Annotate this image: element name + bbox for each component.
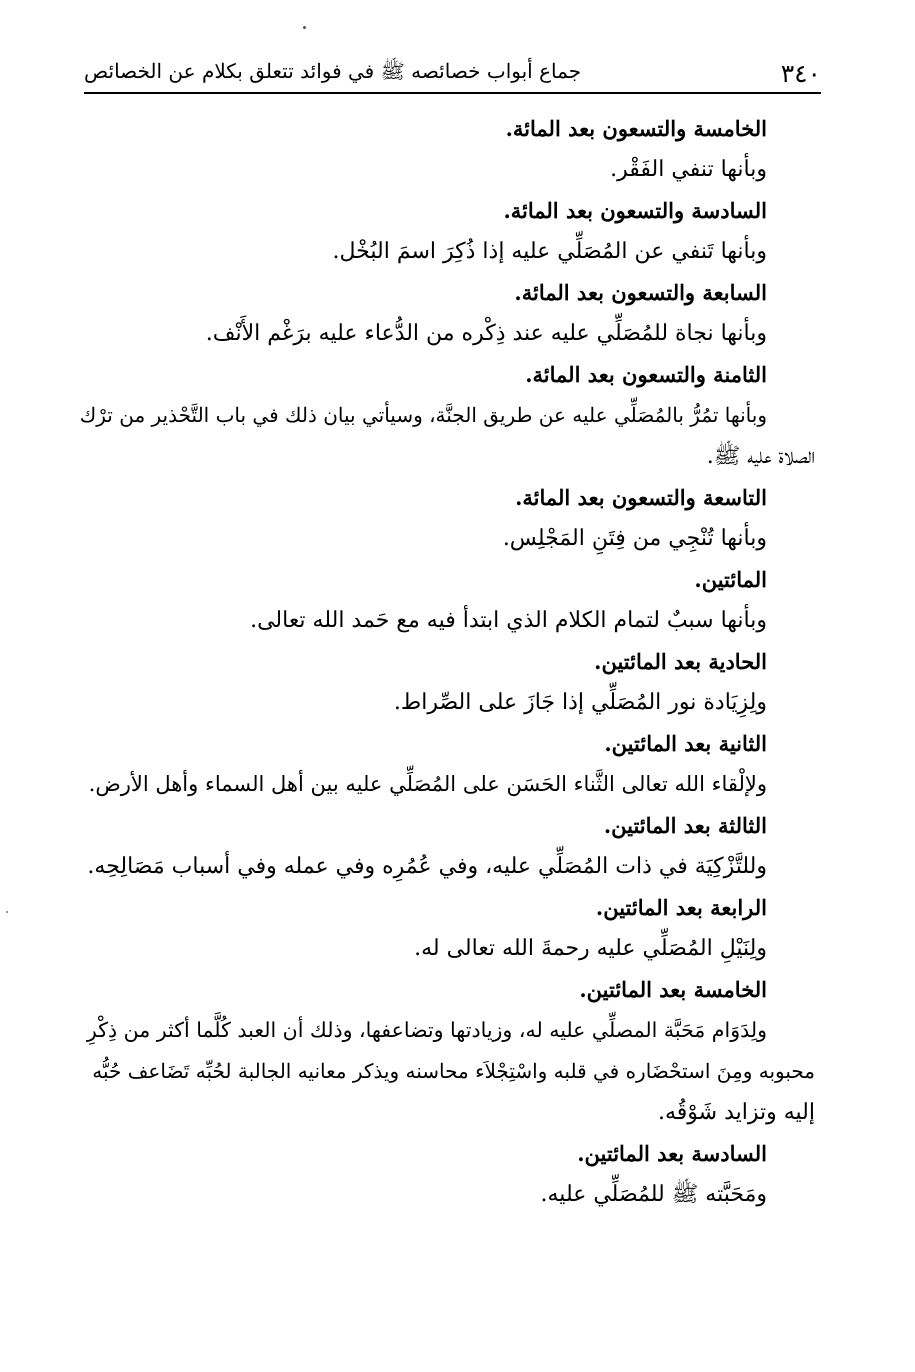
paragraph-line: وبأنها تَنفي عن المُصَلِّي عليه إذا ذُكِرَ اسمَ البُخْل. [332,239,767,264]
ink-dot [6,911,8,913]
section-heading: الثانية بعد المائتين. [604,731,767,756]
paragraph-line: ولإلْقاء الله تعالى الثَّناء الحَسَن على المُصَلِّي عليه بين أهل السماء وأهل الأرض. [88,772,767,796]
paragraph-line: ولِزِيَادة نور المُصَلِّي إذا جَازَ على الصِّراط. [393,690,767,715]
paragraph-line: ولِنَيْلِ المُصَلِّي عليه رحمةَ الله تعالى له. [414,936,767,961]
section-heading: الخامسة بعد المائتين. [579,977,767,1002]
page-body [78,108,815,1215]
section-heading: الثامنة والتسعون بعد المائة. [525,362,767,387]
ink-dot [303,26,306,29]
paragraph-line: ولِدَوَام مَحَبَّة المصلِّي عليه له، وزيادتها وتضاعفها، وذلك أن العبد كُلَّما أكثر من ذِكْرِ [86,1018,767,1042]
section-heading: الخامسة والتسعون بعد المائة. [505,116,767,141]
paragraph-line: وبأنها تُنْجِي من فِتَنِ المَجْلِس. [502,526,767,551]
paragraph-line: محبوبه ومِنَ استحْضَاره في قلبه واسْتِجْلاَء محاسنه ويذكر معانيه الجالبة لحُبِّه تَضَاعف حُبُّه [92,1059,815,1083]
paragraph-line: إليه وتزايد شَوْقُه. [657,1100,815,1125]
paragraph-line: وبأنها نجاة للمُصَلِّي عليه عند ذِكْره من الدُّعاء عليه برَغْم الأَنْف. [205,321,767,346]
running-title: جماع أبواب خصائصه ﷺ في فوائد تتعلق بكلام عن الخصائص [84,59,582,83]
section-heading: الرابعة بعد المائتين. [595,895,767,920]
section-heading: الثالثة بعد المائتين. [603,813,767,838]
paragraph-line: وبأنها تمُرُّ بالمُصَلِّي عليه عن طريق الجنَّة، وسيأتي بيان ذلك في باب التَّحْذير من ترْك [79,403,767,427]
paragraph-line: الصلاة عليه ﷺ. [706,444,815,469]
section-heading: المائتين. [694,567,767,592]
section-heading: الحادية بعد المائتين. [594,649,767,674]
section-heading: السابعة والتسعون بعد المائة. [514,280,767,305]
paragraph-line: ومَحَبَّته ﷺ للمُصَلِّي عليه. [540,1182,767,1207]
paragraph-line: وبأنها سببٌ لتمام الكلام الذي ابتدأ فيه مع حَمد الله تعالى. [250,608,767,633]
page-header [84,54,821,94]
section-heading: السادسة بعد المائتين. [577,1141,767,1166]
page-number: ٣٤٠ [780,59,821,88]
section-heading: التاسعة والتسعون بعد المائة. [515,485,767,510]
paragraph-line: وللتَّزْكِيَة في ذات المُصَلِّي عليه، وفي عُمُرِه وفي عمله وفي أسباب مَصَالِحِه. [87,854,767,879]
paragraph-line: وبأنها تنفي الفَقْر. [610,157,767,182]
section-heading: السادسة والتسعون بعد المائة. [503,198,767,223]
